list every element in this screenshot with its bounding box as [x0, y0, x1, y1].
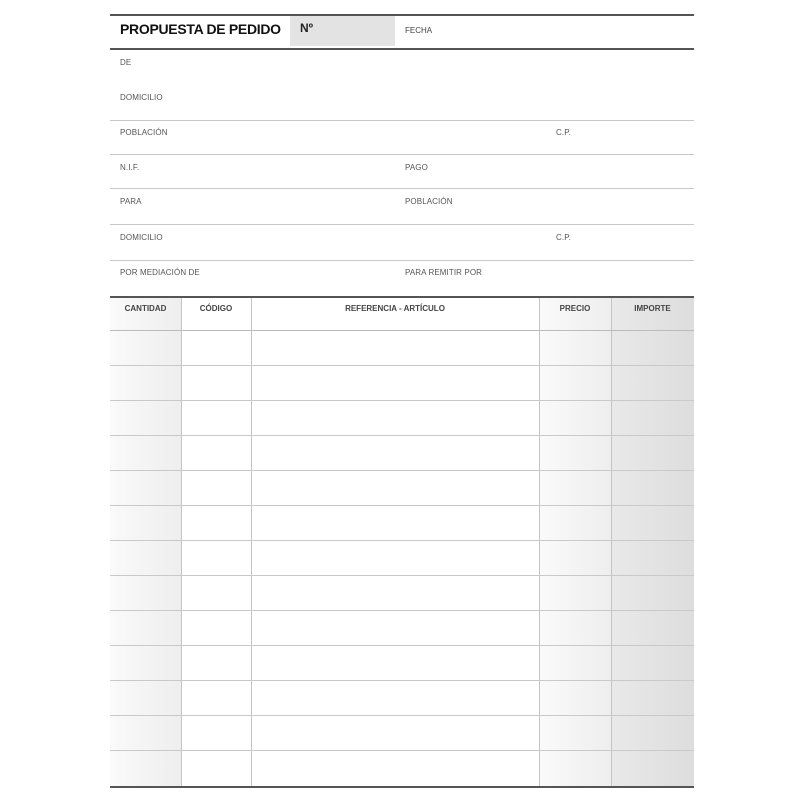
form-title: PROPUESTA DE PEDIDO	[120, 21, 281, 37]
field-divider	[110, 188, 694, 189]
row-divider	[110, 470, 694, 471]
row-divider	[110, 645, 694, 646]
items-table	[110, 296, 694, 788]
header-row-divider	[110, 330, 694, 331]
column-header-code: CÓDIGO	[199, 304, 233, 313]
row-divider	[110, 505, 694, 506]
recipient-town-label: POBLACIÓN	[405, 197, 453, 206]
row-divider	[110, 540, 694, 541]
field-divider	[110, 260, 694, 261]
town-label: POBLACIÓN	[120, 128, 168, 137]
row-divider	[110, 715, 694, 716]
address-label: DOMICILIO	[120, 93, 163, 102]
postal-code-label: C.P.	[556, 128, 571, 137]
column-header-price: PRECIO	[559, 304, 591, 313]
row-divider	[110, 400, 694, 401]
to-label: PARA	[120, 197, 142, 206]
from-label: DE	[120, 58, 132, 67]
row-divider	[110, 365, 694, 366]
row-divider	[110, 750, 694, 751]
recipient-postal-code-label: C.P.	[556, 233, 571, 242]
top-border	[110, 14, 694, 16]
row-divider	[110, 575, 694, 576]
row-divider	[110, 435, 694, 436]
payment-label: PAGO	[405, 163, 428, 172]
date-label: FECHA	[405, 26, 433, 35]
order-number-label: Nº	[300, 21, 314, 35]
row-divider	[110, 680, 694, 681]
tax-id-label: N.I.F.	[120, 163, 140, 172]
recipient-address-label: DOMICILIO	[120, 233, 163, 242]
column-header-quantity: CANTIDAD	[124, 304, 167, 313]
ship-via-label: PARA REMITIR POR	[405, 268, 483, 277]
row-divider	[110, 610, 694, 611]
field-divider	[110, 224, 694, 225]
table-bottom-border	[110, 786, 694, 788]
intermediary-label: POR MEDIACIÓN DE	[120, 268, 200, 277]
field-divider	[110, 120, 694, 121]
column-header-amount: IMPORTE	[634, 304, 671, 313]
column-header-reference: REFERENCIA - ARTÍCULO	[345, 304, 445, 313]
header-bottom-border	[110, 48, 694, 50]
field-divider	[110, 154, 694, 155]
